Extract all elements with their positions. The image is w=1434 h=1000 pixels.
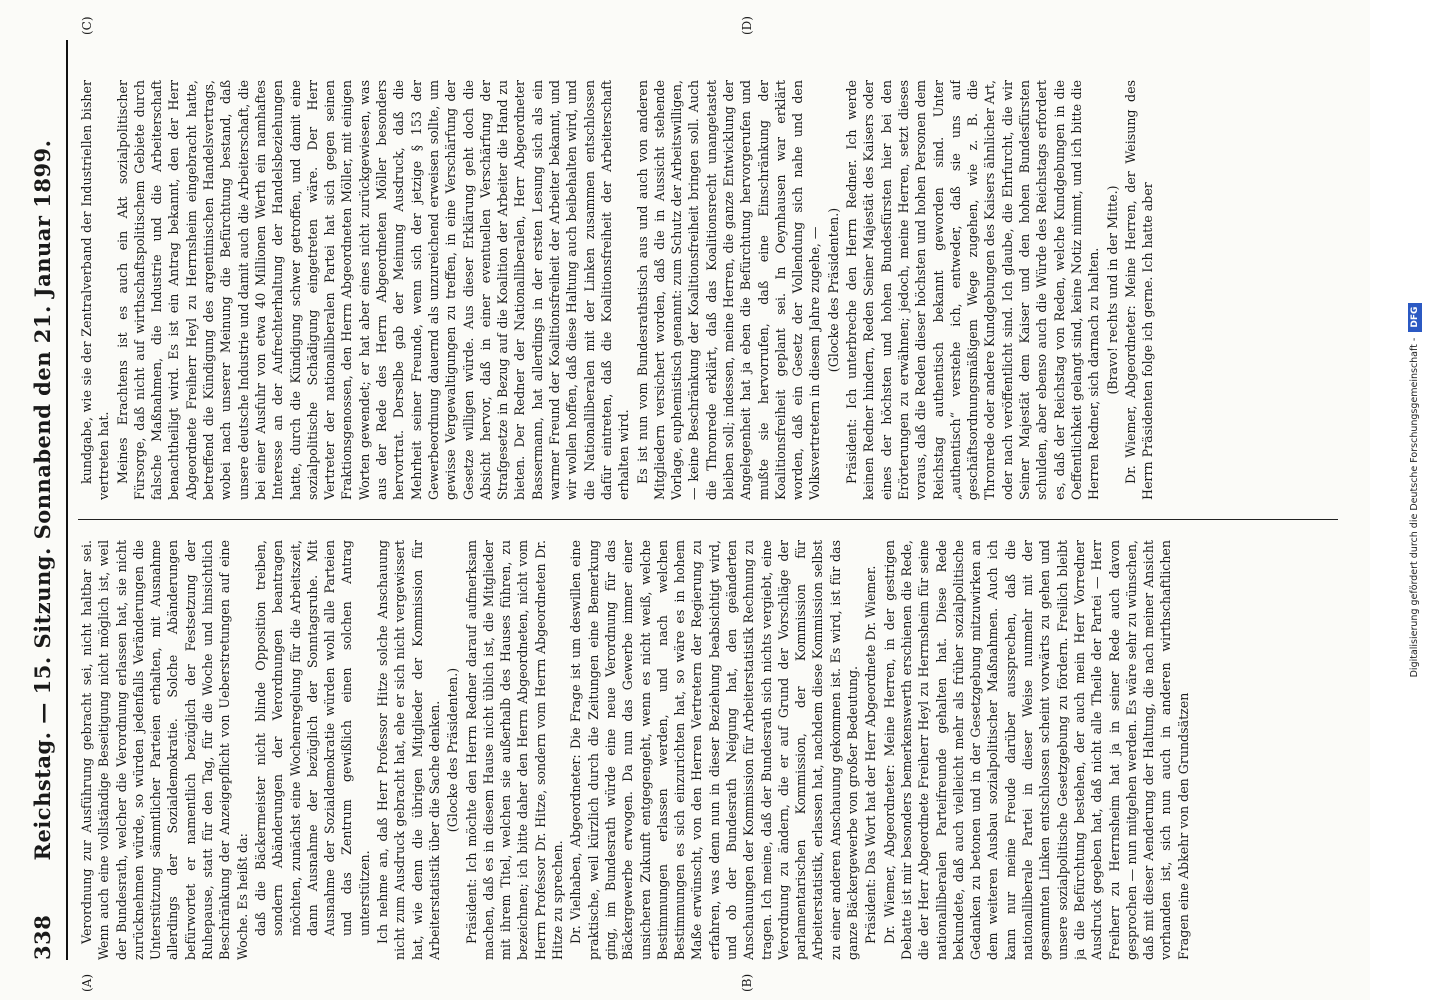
running-head: Reichstag. — 15. Sitzung. Sonnabend den 21. Januar 1899. — [30, 139, 55, 861]
digitization-text — [1400, 0, 1430, 980]
stage-direction: (Glocke des Präsidenten.) — [445, 667, 461, 833]
column-divider — [78, 519, 1338, 520]
paragraph: Es ist nun vom Bundesrathstisch aus und auch von anderen Mitgliedern versichert worden, daß die in Aussicht stehende Vorlage, euphemistisch genannt: zum Schutz der Arbeitswilligen, — keine Beschränkung der Koalitionsfreiheit bringen soll. Auch die Thronrede erklärt, daß das Koalitionsrecht unangetastet bleiben soll; indessen, meine Herren, die ganze Entwicklung der Angelegenheit hat ja eben die Befürchtung hervorgerufen und mußte sie hervorrufen, daß eine Einschränkung der Koalitionsfreiheit geplant sei. In Oeynhausen war erklärt worden, daß ein Gesetz der Vollendung sich nahe und den Volksvertretern in diesem Jahre zugehe, — — [634, 80, 823, 500]
speaker-paragraph: Präsident: Ich unterbreche den Herrn Redner. Ich werde keinen Redner hindern, Reden Seiner Majestät des Kaisers oder eines der höchsten und hohen Bundesfürsten hier bei den Erörterungen zu erwähnen; jedoch, meine Herren, setzt dieses voraus, daß die Reden dieser höchsten und hohen Personen dem Reichstag authentisch bekannt geworden sind. Unter „authentisch“ verstehe ich, entweder, daß sie uns auf geschäftsordnungsmäßigem Wege zugehen, wie z. B. die Thronrede oder andere Kundgebungen des Kaisers ähnlicher Art, oder nach veröffentlicht sind. Ich glaube, die Ehrfurcht, die wir Seiner Majestät dem Kaiser und den hohen Bundesfürsten schulden, aber ebenso auch die Würde des Reichstags erfordert es, daß der Reichstag von Reden, welche Kundgebungen in die Oeffentlichkeit gelangt sind, keine Notiz nimmt, und ich bitte die Herren Redner, sich darnach zu halten. — [844, 80, 1102, 500]
stage-direction: (Bravo! rechts und in der Mitte.) — [1104, 185, 1120, 395]
speaker-paragraph: Präsident: Ich möchte den Herrn Redner darauf aufmerksam machen, daß es in diesem Hause nicht üblich ist, die Mitglieder mit ihrem Titel, welchen sie außerhalb des Hauses führen, zu bezeichnen; ich bitte daher den Herrn Abgeordneten, nicht vom Herrn Professor Dr. Hitze, sondern vom Herrn Abgeordneten Dr. Hitze zu sprechen. — [463, 540, 566, 960]
speaker-paragraph: Dr. Vielhaben, Abgeordneter: Die Frage ist um deswillen eine praktische, weil kürzlich durch die Zeitungen eine Bemerkung ging, im Bundesrath würde eine neue Verordnung für das Bäckergewerbe erwogen. Da nun das Gewerbe immer einer unsicheren Zukunft entgegengeht, wenn es nicht weiß, welche Bestimmungen erlassen werden, und nach welchen Bestimmungen es sich einzurichten hat, so wäre es in hohem Maße erwünscht, von den Herren Vertretern der Regierung zu erfahren, was denn nun in dieser Beziehung beabsichtigt wird, und ob der Bundesrath Neigung hat, den geänderten Anschauungen der Kommission für Arbeiterstatistik Rechnung zu tragen. Ich meine, daß der Bundesrath sich nichts vergiebt, eine Verordnung zu ändern, die er auf Grund der Vorschläge der parlamentarischen Kommission, der Kommission für Arbeiterstatistik, erlassen hat, nachdem diese Kommission selbst zu einer anderen Anschauung gekommen ist. Es wird, ist für das ganze Bäckergewerbe von großer Bedeutung. — [568, 540, 861, 960]
paragraph: Verordnung zur Ausführung gebracht sei, nicht haltbar sei. Wenn auch eine vollständige Beseitigung nicht möglich ist, weil der Bundesrath, welcher die Verordnung erlassen hat, sie nicht zurücknehmen würde, so würden jedenfalls Veränderungen die Unterstützung sämmtlicher Parteien erhalten, mit Ausnahme allerdings der Sozialdemokratie. Solche Abänderungen befürwortet er namentlich bezüglich der Festsetzung der Ruhepause, statt für den Tag, für die Woche und hinsichtlich Beschränkung der Anzeigepflicht von Ueberstretungen auf eine Woche. Es heißt da: — [79, 540, 250, 960]
dfg-logo: DFG — [1408, 303, 1422, 332]
margin-mark-b: (B) — [740, 973, 754, 992]
paragraph: kundgabe, wie sie der Zentralverband der Industriellen bisher vertreten hat. — [79, 80, 112, 500]
margin-mark-c: (C) — [80, 16, 94, 35]
digitization-note — [1396, 10, 1426, 990]
margin-mark-d: (D) — [740, 16, 754, 35]
page-header — [24, 40, 64, 960]
speaker-paragraph: Dr. Wiemer, Abgeordneter: Meine Herren, in der gestrigen Debatte ist mir besonders bemerkenswerth erschienen die Rede, die der Herr Abgeordnete Freiherr Heyl zu Herrnsheim für seine nationalliberalen Parteifreunde gehalten hat. Diese Rede bekundete, daß auch vielleicht mehr als früher sozialpolitische Gedanken zu betonen und in der Gesetzgebung mitzuwirken an dem weiteren Ausbau sozialpolitischer Maßnahmen. Auch ich kann nur meine Freude darüber aussprechen, daß die nationalliberale Partei in dieser Weise nunmehr mit der gesammten Linken entschlossen scheint vorwärts zu gehen und unsere sozialpolitische Gesetzgebung zu fördern. Freilich bleibt ja die Befürchtung bestehen, der auch mein Herr Vorredner Ausdruck gegeben hat, daß nicht alle Theile der Partei — Herr Freiherr zu Herrnsheim hat ja in seiner Rede auch davon gesprochen — nun mitgehen werden. Es wäre sehr zu wünschen, daß mit dieser Aenderung der Haltung, die nach meiner Ansicht vorhanden ist, sich nun auch in anderen wirthschaftlichen Fragen eine Abkehr von den Grundsätzen — [881, 540, 1191, 960]
margin-mark-a: (A) — [80, 973, 94, 992]
left-column — [78, 540, 1338, 960]
paragraph: Ich nehme an, daß Herr Professor Hitze solche Anschauung nicht zum Ausdruck gebracht hat, ehe er sich nicht vergewissert hat, wie denn die übrigen Mitglieder der Kommission für Arbeiterstatistik über die Sache denken. — [375, 540, 442, 960]
header-rule — [66, 40, 68, 960]
page-number: 338 — [30, 914, 55, 960]
right-column — [78, 80, 1338, 500]
digitization-label: Digitalisierung gefördert durch die Deutsche Forschungsgemeinschaft - — [1409, 337, 1420, 678]
paragraph: Meines Erachtens ist es auch ein Akt sozialpolitischer Fürsorge, daß nicht auf wirthschaftspolitischem Gebiete durch falsche Maßnahmen, die Industrie und die Arbeiterschaft benachtheiligt wird. Es ist ein Antrag bekannt, den der Herr Abgeordnete Freiherr Heyl zu Herrnsheim eingebracht hatte, betreffend die Kündigung des argentinischen Handelsvertrags, wobei nach unserer Meinung die Befürchtung bestand, daß unsere deutsche Industrie und damit auch die Arbeiterschaft, die bei einer Ausfuhr von etwa 40 Millionen Werth ein namhaftes Interesse an der Aufrechterhaltung der Handelsbeziehungen hatte, durch die Kündigung schwer getroffen, und damit eine sozialpolitische Schädigung eingetreten wäre. Der Herr Vertreter der nationalliberalen Partei hat sich gegen seinen Fraktionsgenossen, den Herrn Abgeordneten Möller, mit einigen Worten gewendet; er hat aber eines nicht zurückgewiesen, was aus der Rede des Herrn Abgeordneten Möller besonders hervortrat. Derselbe gab der Meinung Ausdruck, daß die Mehrheit seiner Freunde, wenn sich der jetzige § 153 der Gewerbeordnung dauernd als unzureichend erweisen sollte, um gewisse Vergewaltigungen zu treffen, in eine Verschärfung der Gesetze willigen würde. Aus dieser Erklärung geht doch die Absicht hervor, daß in einer eventuellen Verschärfung der Strafgesetze in Bezug auf die Koalition der Arbeiter die Hand zu bieten. Der Redner der Nationalliberalen, Herr Abgeordneter Bassermann, hat allerdings in der ersten Lesung sich als ein warmer Freund der Koalitionsfreiheit der Arbeiter bekannt, und wir wollen hoffen, daß diese Haltung auch beibehalten wird, und die Nationalliberalen mit der Linken zusammen entschlossen dafür eintreten, daß die Koalitionsfreiheit der Arbeiterschaft erhalten wird. — [114, 80, 632, 500]
speaker-paragraph: Präsident: Das Wort hat der Herr Abgeordnete Dr. Wiemer. — [863, 565, 879, 944]
quote-paragraph: daß die Bäckermeister nicht blinde Opposition treiben, sondern Abänderungen der Verordnungen beantragen möchten, zunächst eine Wochenregelung für die Arbeitszeit, dann Ausnahme der bezüglich der Sonntagsruhe. Mit Ausnahme der Sozialdemokratie würden wohl alle Parteien und das Zentrum gewißlich einen solchen Antrag unterstützen. — [252, 540, 372, 936]
speaker-paragraph: Dr. Wiemer, Abgeordneter: Meine Herren, der Weisung des Herrn Präsidenten folge ich gerne. Ich hatte aber — [1122, 80, 1156, 500]
stage-direction: (Glocke des Präsidenten.) — [825, 207, 841, 373]
